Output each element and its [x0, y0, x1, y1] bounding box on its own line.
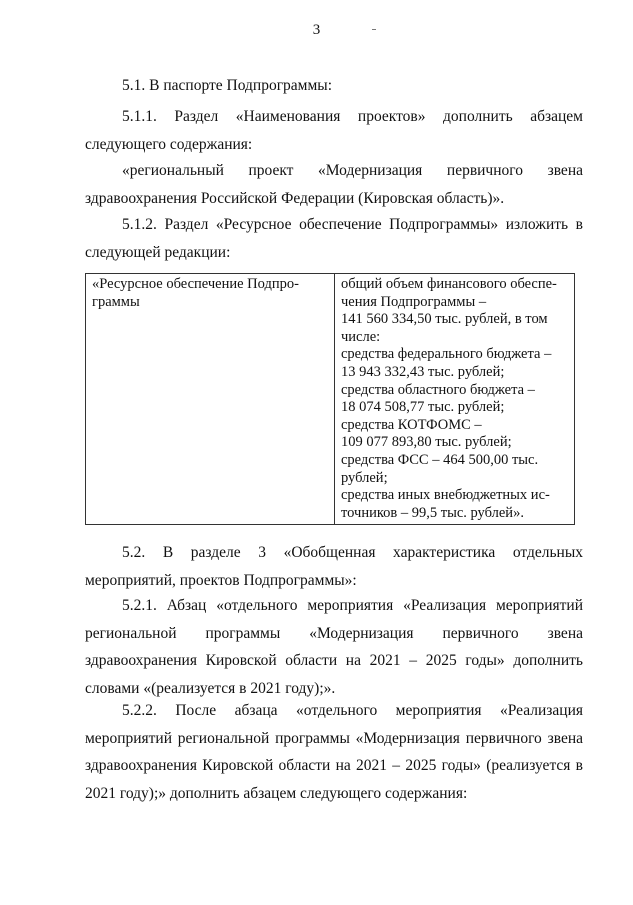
section-5-1-1-quote: «региональный проект «Модернизация первичного звена здравоохранения Российской Федерации (Кировская область)».	[85, 162, 583, 207]
section-5-1-heading: 5.1. В паспорте Подпрограммы:	[122, 77, 333, 94]
resource-value-line: средства КОТФОМС –	[341, 416, 482, 433]
resource-value-cell	[335, 274, 575, 525]
resource-label-line: граммы	[92, 293, 140, 310]
resource-value-line: общий объем финансового обеспе-	[341, 276, 557, 292]
resource-value-line: чения Подпрограммы –	[341, 293, 487, 310]
resource-value-line: рублей;	[341, 469, 388, 486]
resource-value-line: точников – 99,5 тыс. рублей».	[341, 504, 524, 521]
section-5-1-1-paragraph: 5.1.1. Раздел «Наименования проектов» дополнить абзацем следующего содержания:	[85, 108, 583, 153]
resource-value-line: 109 077 893,80 тыс. рублей;	[341, 434, 512, 451]
stray-mark	[372, 29, 376, 30]
resource-value-line: средства федерального бюджета –	[341, 346, 552, 363]
section-5-1-2-paragraph: 5.1.2. Раздел «Ресурсное обеспечение Подпрограммы» изложить в следующей редакции:	[85, 216, 583, 261]
resource-label-line: «Ресурсное обеспечение Подпро-	[92, 276, 299, 292]
resource-value-line: числе:	[341, 328, 381, 345]
section-5-2-1-paragraph: 5.2.1. Абзац «отдельного мероприятия «Реализация мероприятий региональной программы «Модернизация первичного звена здравоохранения Кировской области на 2021 – 2025 годы» дополнить словами «(реализуется в 2021 году);».	[85, 597, 583, 697]
section-5-2-heading: 5.2. В разделе 3 «Обобщенная характеристика отдельных мероприятий, проектов Подпрограммы»:	[85, 544, 583, 589]
resource-value-line: 13 943 332,43 тыс. рублей;	[341, 363, 505, 380]
resource-value-line: 141 560 334,50 тыс. рублей, в том	[341, 311, 548, 328]
resource-table	[85, 273, 575, 525]
resource-value-line: средства областного бюджета –	[341, 381, 535, 398]
page-number: 3	[312, 22, 321, 38]
resource-label-cell	[86, 274, 335, 525]
section-5-2-2-paragraph: 5.2.2. После абзаца «отдельного мероприятия «Реализация мероприятий региональной программы «Модернизация первичного звена здравоохранения Кировской области на 2021 – 2025 годы» (реализуется в 2021 году);» дополнить абзацем следующего содержания:	[85, 702, 583, 802]
resource-value-line: 18 074 508,77 тыс. рублей;	[341, 399, 505, 416]
resource-value-line: средства ФСС – 464 500,00 тыс.	[341, 451, 539, 468]
resource-table-row	[86, 274, 575, 525]
resource-value-line: средства иных внебюджетных ис-	[341, 487, 550, 504]
